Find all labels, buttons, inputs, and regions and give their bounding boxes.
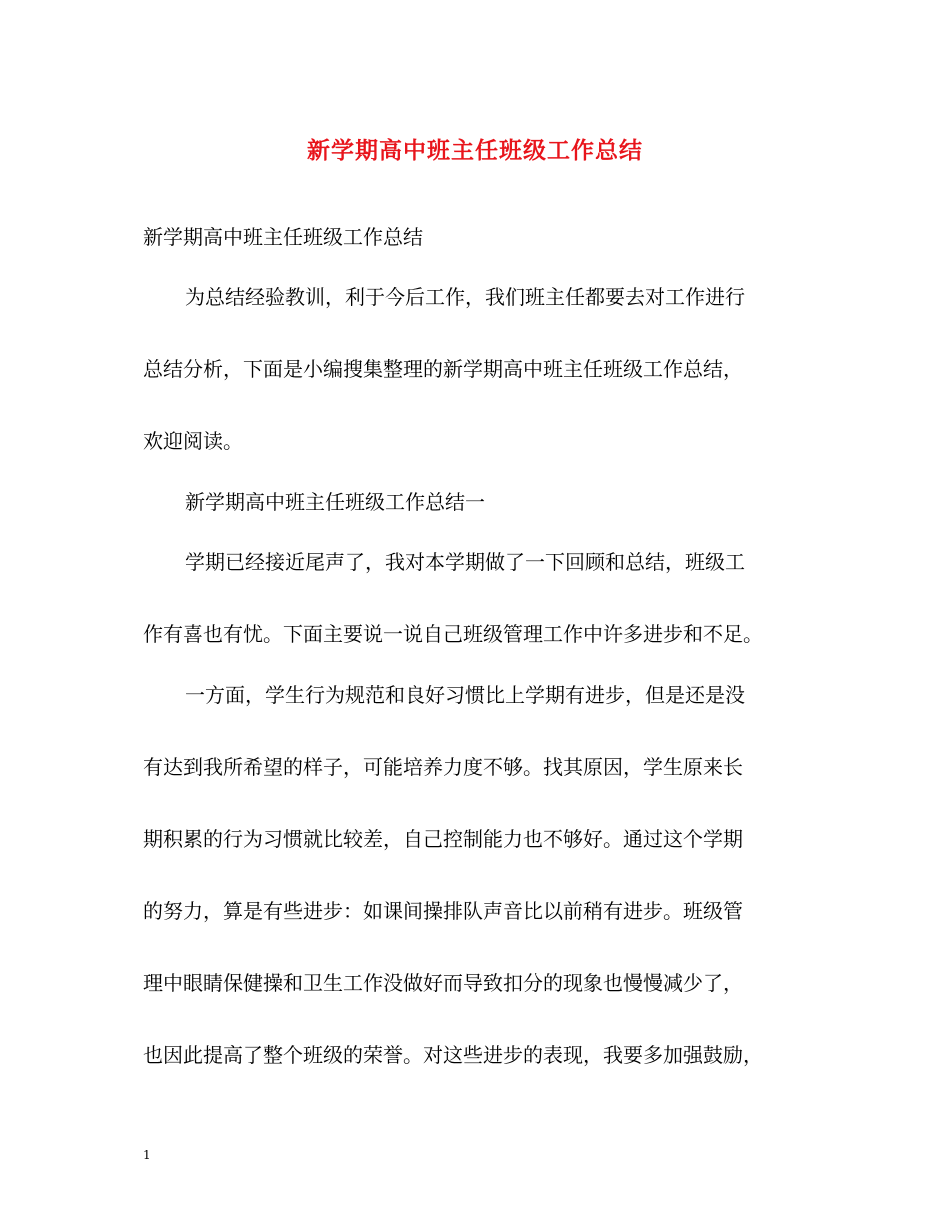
text-line: 期积累的行为习惯就比较差，自己控制能力也不够好。通过这个学期 [143,827,743,851]
page-number: 1 [143,1148,151,1162]
text-line: 总结分析，下面是小编搜集整理的新学期高中班主任班级工作总结， [143,357,743,381]
text-line: 作有喜也有忧。下面主要说一说自己班级管理工作中许多进步和不足。 [143,622,763,646]
text-line: 有达到我所希望的样子，可能培养力度不够。找其原因，学生原来长 [143,755,743,779]
text-line: 也因此提高了整个班级的荣誉。对这些进步的表现，我要多加强鼓励， [143,1043,763,1067]
text-line: 为总结经验教训，利于今后工作，我们班主任都要去对工作进行 [185,285,745,309]
text-line: 新学期高中班主任班级工作总结一 [185,490,485,514]
text-line: 理中眼睛保健操和卫生工作没做好而导致扣分的现象也慢慢减少了， [143,971,743,995]
text-line: 欢迎阅读。 [143,429,243,453]
text-line: 新学期高中班主任班级工作总结 [143,225,423,249]
text-line: 一方面，学生行为规范和良好习惯比上学期有进步，但是还是没 [185,683,745,707]
text-line: 的努力，算是有些进步：如课间操排队声音比以前稍有进步。班级管 [143,899,743,923]
document-title: 新学期高中班主任班级工作总结 [307,137,643,164]
text-line: 学期已经接近尾声了，我对本学期做了一下回顾和总结，班级工 [185,550,745,574]
